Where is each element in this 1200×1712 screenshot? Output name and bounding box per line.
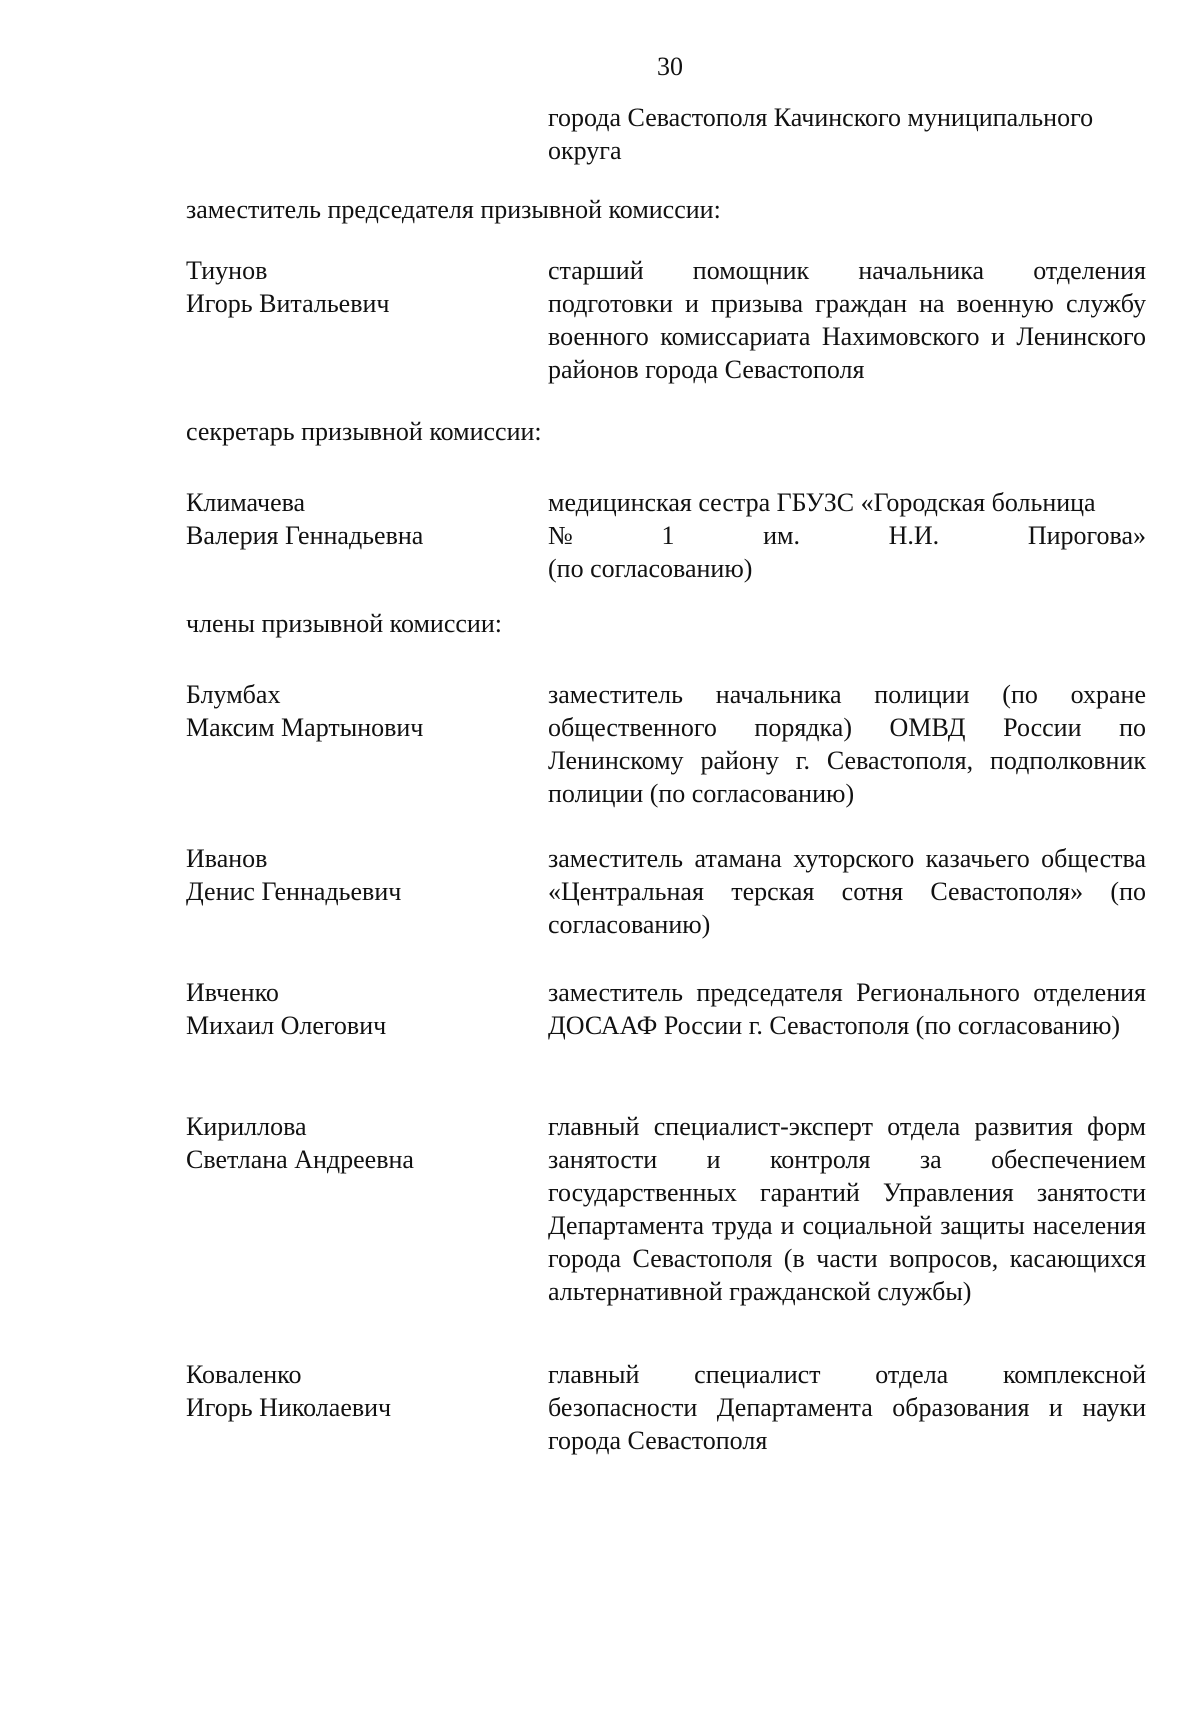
secretary-heading: секретарь призывной комиссии: (186, 417, 542, 446)
word: Н.И. (888, 521, 940, 550)
person-name (186, 842, 526, 908)
given-names: Михаил Олегович (186, 1011, 387, 1040)
given-names: Денис Геннадьевич (186, 877, 402, 906)
members-heading: члены призывной комиссии: (186, 609, 502, 638)
surname: Тиунов (186, 256, 268, 285)
position-description: главный специалист-эксперт отдела развития форм занятости и контроля за обеспечением государственных гарантий Управления занятости Департамента труда и социальной защиты населения города Севастополя (в части вопросов, касающихся альтернативной гражданской службы) (548, 1112, 1146, 1306)
person-name (186, 678, 526, 744)
word: 1 (661, 521, 675, 550)
person-name (186, 254, 526, 320)
given-names: Игорь Витальевич (186, 289, 390, 318)
person-name (186, 1110, 526, 1176)
surname: Кириллова (186, 1112, 307, 1141)
given-names: Игорь Николаевич (186, 1393, 392, 1422)
position-description: заместитель атамана хуторского казачьего общества «Центральная терская сотня Севастополя» (по согласованию) (548, 844, 1146, 939)
word: № (548, 521, 573, 550)
position-line: (по согласованию) (548, 554, 753, 583)
position-description: заместитель председателя Регионального отделения ДОСААФ России г. Севастополя (по согласованию) (548, 978, 1146, 1040)
given-names: Валерия Геннадьевна (186, 521, 424, 550)
surname: Иванов (186, 844, 268, 873)
position-description: главный специалист отдела комплексной безопасности Департамента образования и науки города Севастополя (548, 1360, 1146, 1455)
surname: Коваленко (186, 1360, 302, 1389)
position-description (548, 486, 1146, 585)
person-name (186, 976, 526, 1042)
word: им. (763, 521, 800, 550)
word: Пирогова» (1027, 521, 1146, 550)
surname: Блумбах (186, 680, 281, 709)
continuation-text: города Севастополя Качинского муниципального округа (548, 103, 1094, 165)
position-line: медицинская сестра ГБУЗС «Городская больница (548, 488, 1096, 517)
surname: Ивченко (186, 978, 279, 1007)
page-number: 30 (657, 52, 683, 81)
position-description: заместитель начальника полиции (по охране общественного порядка) ОМВД России по Ленинскому району г. Севастополя, подполковник полиции (по согласованию) (548, 680, 1146, 808)
person-name (186, 486, 526, 552)
surname: Климачева (186, 488, 306, 517)
position-line (548, 519, 1146, 552)
deputy-chair-heading: заместитель председателя призывной комиссии: (186, 195, 721, 224)
position-description: старший помощник начальника отделения подготовки и призыва граждан на военную службу военного комиссариата Нахимовского и Ленинского районов города Севастополя (548, 256, 1146, 384)
given-names: Максим Мартынович (186, 713, 424, 742)
given-names: Светлана Андреевна (186, 1145, 414, 1174)
person-name (186, 1358, 526, 1424)
